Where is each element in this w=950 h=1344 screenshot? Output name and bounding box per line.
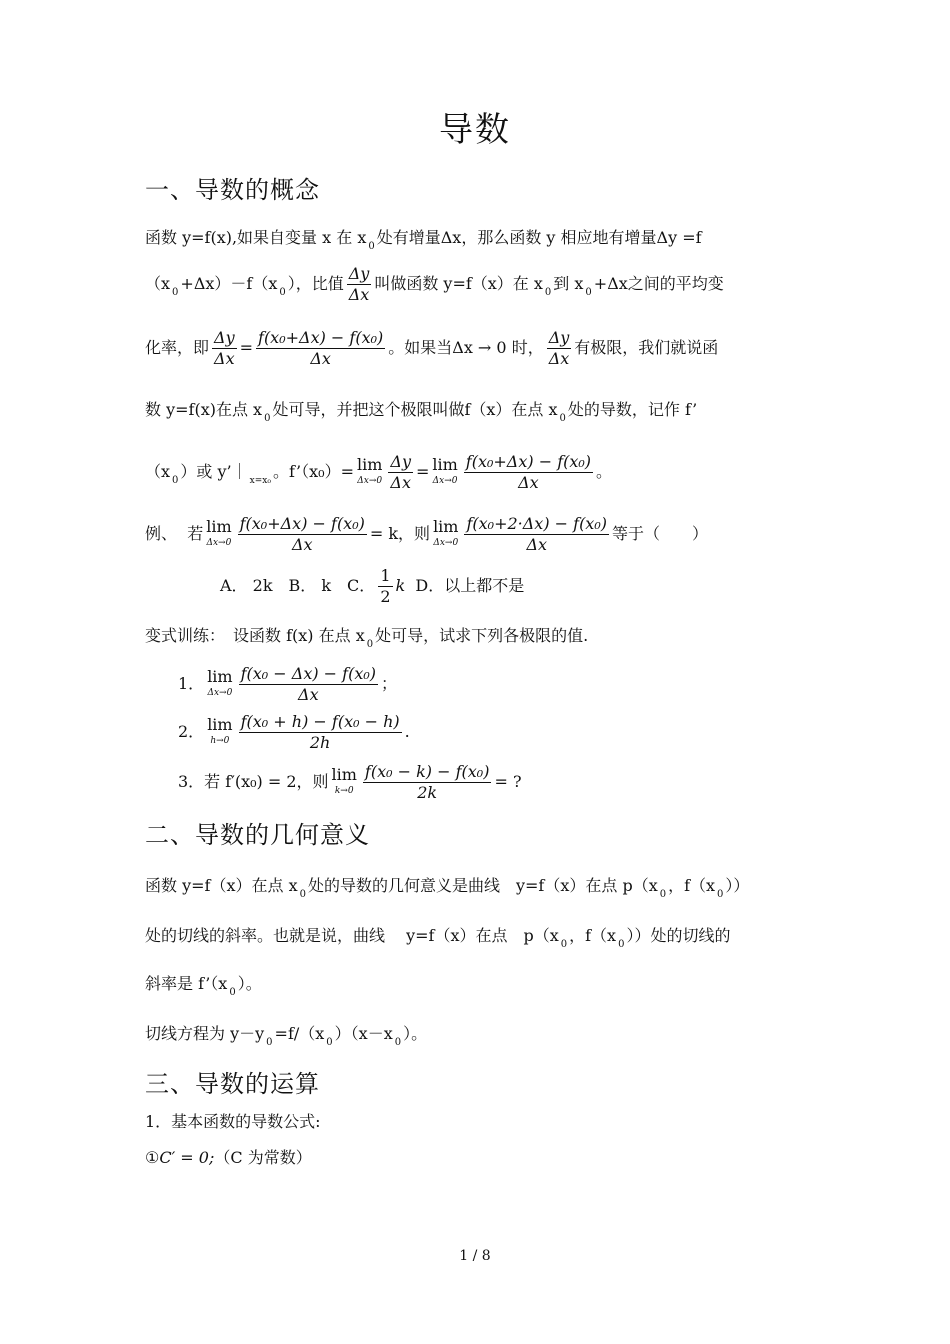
text: 1．基本函数的导数公式: [145, 1112, 321, 1131]
limit-operator [207, 666, 233, 701]
text: ）。 [403, 1024, 428, 1043]
tangent-equation-line [145, 1022, 807, 1049]
numerator: Δy [390, 452, 411, 471]
subscript: 0 [279, 287, 286, 298]
denominator: Δx [390, 473, 411, 492]
text: 处可导，试求下列各极限的值. [375, 626, 589, 645]
numerator: f(x₀+Δx) − f(x₀) [465, 452, 592, 471]
page-title: 导数 [439, 110, 511, 150]
limit-operator [356, 454, 383, 489]
text: （x [145, 462, 171, 481]
denominator: Δx [298, 685, 319, 704]
subscript: 0 [544, 287, 552, 298]
subscript: 0 [299, 889, 306, 900]
fraction [239, 664, 378, 705]
text: 化率，即 [145, 338, 210, 357]
fraction [363, 762, 492, 803]
denominator: Δx [518, 473, 539, 492]
text: +Δx之间的平均变 [593, 274, 724, 293]
circled-number: ① [145, 1148, 160, 1167]
numerator: Δy [548, 328, 570, 347]
text: 到 x [553, 274, 584, 293]
subscript: 0 [326, 1037, 333, 1048]
denominator: 2k [417, 783, 438, 802]
text: 处可导，并把这个极限叫做f（x）在点 x [272, 400, 558, 419]
subscript: 0 [266, 1037, 273, 1048]
text: 变式训练： 设函数 f(x) 在点 x [145, 626, 365, 645]
fraction-dy-dx [347, 264, 372, 305]
text: 处的导数的几何意义是曲线 y=f（x）在点 p（x [307, 876, 658, 895]
subscript: 0 [560, 939, 568, 950]
page-number: 1 / 8 [459, 1248, 491, 1264]
text: 等于（ ） [611, 524, 708, 543]
text: 切线方程为 y－y [145, 1024, 265, 1043]
section-heading-concept: 一、导数的概念 [145, 176, 320, 204]
text: ）） [725, 876, 750, 895]
text: 。如果当Δx → 0 时， [388, 338, 544, 357]
lim-text: lim [432, 454, 458, 474]
section-heading-operations: 三、导数的运算 [145, 1070, 320, 1098]
item-number: 2． [178, 722, 205, 741]
subscript: 0 [368, 241, 375, 252]
geometry-line-1 [145, 874, 807, 901]
text: ））处的切线的 [626, 926, 731, 945]
subscript: 0 [585, 287, 592, 298]
options-text: A． 2k B． k C． [220, 576, 376, 595]
concept-line-5: （x $_0$ ）或 y’｜ $_{x=x_0}$ 。f’（x₀）= lim Δx→0 $\frac{\Delta y}{\Delta x}$ = lim Δx→0 $\frac{\text{f(x₀+Δx) − f(x₀)}}{\Delta x}$ 。 [145, 452, 613, 492]
fraction-difference-quotient [256, 328, 385, 369]
text: 处的导数，记作 f’ [567, 400, 698, 419]
formula: C′ = 0; [159, 1148, 215, 1167]
geometry-line-3 [145, 972, 807, 999]
fraction [239, 712, 402, 753]
lim-subscript: Δx→0 [206, 537, 232, 548]
subscript: x=x₀ [249, 476, 271, 486]
example-options [220, 566, 882, 607]
ops-line-1 [145, 1110, 807, 1134]
numerator: f(x₀+Δx) − f(x₀) [258, 328, 384, 347]
numerator: f(x₀ − Δx) − f(x₀) [240, 664, 377, 683]
lim-subscript: h→0 [210, 735, 230, 746]
limit-operator [433, 516, 459, 551]
text: 叫做函数 y=f（x）在 x [374, 274, 543, 293]
text: . [404, 722, 410, 741]
denominator: Δx [348, 285, 370, 304]
limit-operator [331, 764, 357, 799]
subscript: 0 [264, 413, 271, 424]
lim-text: lim [356, 454, 383, 474]
numerator: f(x₀+Δx) − f(x₀) [239, 514, 365, 533]
example-label: 例、 [145, 524, 178, 543]
subscript: 0 [366, 639, 374, 650]
text: = k，则 [369, 524, 431, 543]
limit-operator [432, 454, 458, 489]
concept-line-2 [145, 264, 807, 305]
text: 处有增量Δx，那么函数 y 相应地有增量Δy =f [376, 228, 702, 247]
fraction-difference-quotient [238, 514, 367, 555]
numerator: 1 [380, 566, 391, 585]
text: 。 [596, 462, 613, 481]
denominator: Δx [291, 535, 313, 554]
fraction-dy-dx [388, 452, 413, 493]
text: 若 [187, 524, 204, 543]
concept-line-3: 化率，即 $\frac{\Delta y}{\Delta x}$ = $\frac{\text{f(x₀+Δx) − f(x₀)}}{\Delta x}$ 。如果当Δx → 0 时， $\frac{\Delta y}{\Delta x}$ 有极限，我们就说函 [145, 328, 719, 368]
text: 数 y=f(x)在点 x [145, 400, 263, 419]
section-heading-geometry: 二、导数的几何意义 [145, 821, 370, 849]
lim-text: lim [207, 666, 233, 686]
item-number: 1． [178, 674, 205, 693]
text: k [395, 576, 406, 595]
lim-subscript: k→0 [334, 785, 354, 796]
subscript: 0 [559, 413, 566, 424]
text: （x [145, 274, 171, 293]
text: ，f（x [668, 876, 716, 895]
numerator: f(x₀+2·Δx) − f(x₀) [466, 514, 607, 533]
text: D．以上都不是 [415, 576, 525, 595]
text: 斜率是 f’（x [145, 974, 228, 993]
text: （C 为常数） [214, 1148, 312, 1167]
text: +Δx）－f（x [180, 274, 278, 293]
numerator: Δy [214, 328, 235, 347]
subscript: 0 [659, 889, 667, 900]
numerator: f(x₀ − k) − f(x₀) [364, 762, 490, 781]
fraction-dy-dx [212, 328, 237, 369]
text: ，f（x [569, 926, 617, 945]
practice-item-3 [178, 762, 840, 803]
lim-subscript: Δx→0 [207, 687, 233, 698]
fraction-difference-quotient-2 [464, 514, 609, 555]
subscript: 0 [172, 475, 179, 486]
lim-text: lim [433, 516, 459, 536]
limit-operator [207, 714, 233, 749]
text: = ? [494, 772, 522, 791]
ops-line-2 [145, 1146, 807, 1170]
practice-item-2 [178, 712, 840, 753]
concept-line-1 [145, 226, 807, 253]
fraction-dy-dx [547, 328, 572, 369]
denominator: Δx [310, 349, 331, 368]
subscript: 0 [717, 889, 724, 900]
denominator: Δx [526, 535, 548, 554]
text: 处的切线的斜率。也就是说，曲线 y=f（x）在点 p（x [145, 926, 559, 945]
text: 。f’（x₀）= [272, 462, 354, 481]
lim-subscript: Δx→0 [433, 537, 459, 548]
subscript: 0 [229, 987, 236, 998]
fraction-one-half [378, 566, 392, 607]
example-line [145, 514, 807, 555]
text: ）（x－x [334, 1024, 393, 1043]
geometry-line-2 [145, 924, 807, 951]
concept-line-4 [145, 398, 807, 425]
text: 有极限，我们就说函 [574, 338, 719, 357]
text: ），比值 [287, 274, 344, 293]
denominator: Δx [214, 349, 235, 368]
text: =f/（x [274, 1024, 325, 1043]
text: 函数 y=f(x),如果自变量 x 在 x [145, 228, 367, 247]
lim-subscript: Δx→0 [357, 475, 383, 486]
lim-text: lim [331, 764, 357, 784]
practice-intro [145, 624, 807, 651]
practice-item-1 [178, 664, 840, 705]
text: ）。 [237, 974, 262, 993]
text: ）或 y’｜ [180, 462, 248, 481]
lim-text: lim [206, 516, 232, 536]
text: 3．若 f′(x₀) = 2，则 [178, 772, 329, 791]
subscript: 0 [618, 939, 625, 950]
subscript: 0 [394, 1037, 402, 1048]
lim-subscript: Δx→0 [432, 475, 458, 486]
denominator: 2h [309, 733, 331, 752]
lim-text: lim [207, 714, 233, 734]
numerator: f(x₀ + h) − f(x₀ − h) [240, 712, 400, 731]
numerator: Δy [348, 264, 370, 283]
text: ； [381, 674, 398, 693]
limit-operator [206, 516, 232, 551]
denominator: Δx [548, 349, 570, 368]
subscript: 0 [172, 287, 179, 298]
denominator: 2 [380, 587, 391, 606]
fraction-difference-quotient [464, 452, 593, 493]
text: 函数 y=f（x）在点 x [145, 876, 298, 895]
